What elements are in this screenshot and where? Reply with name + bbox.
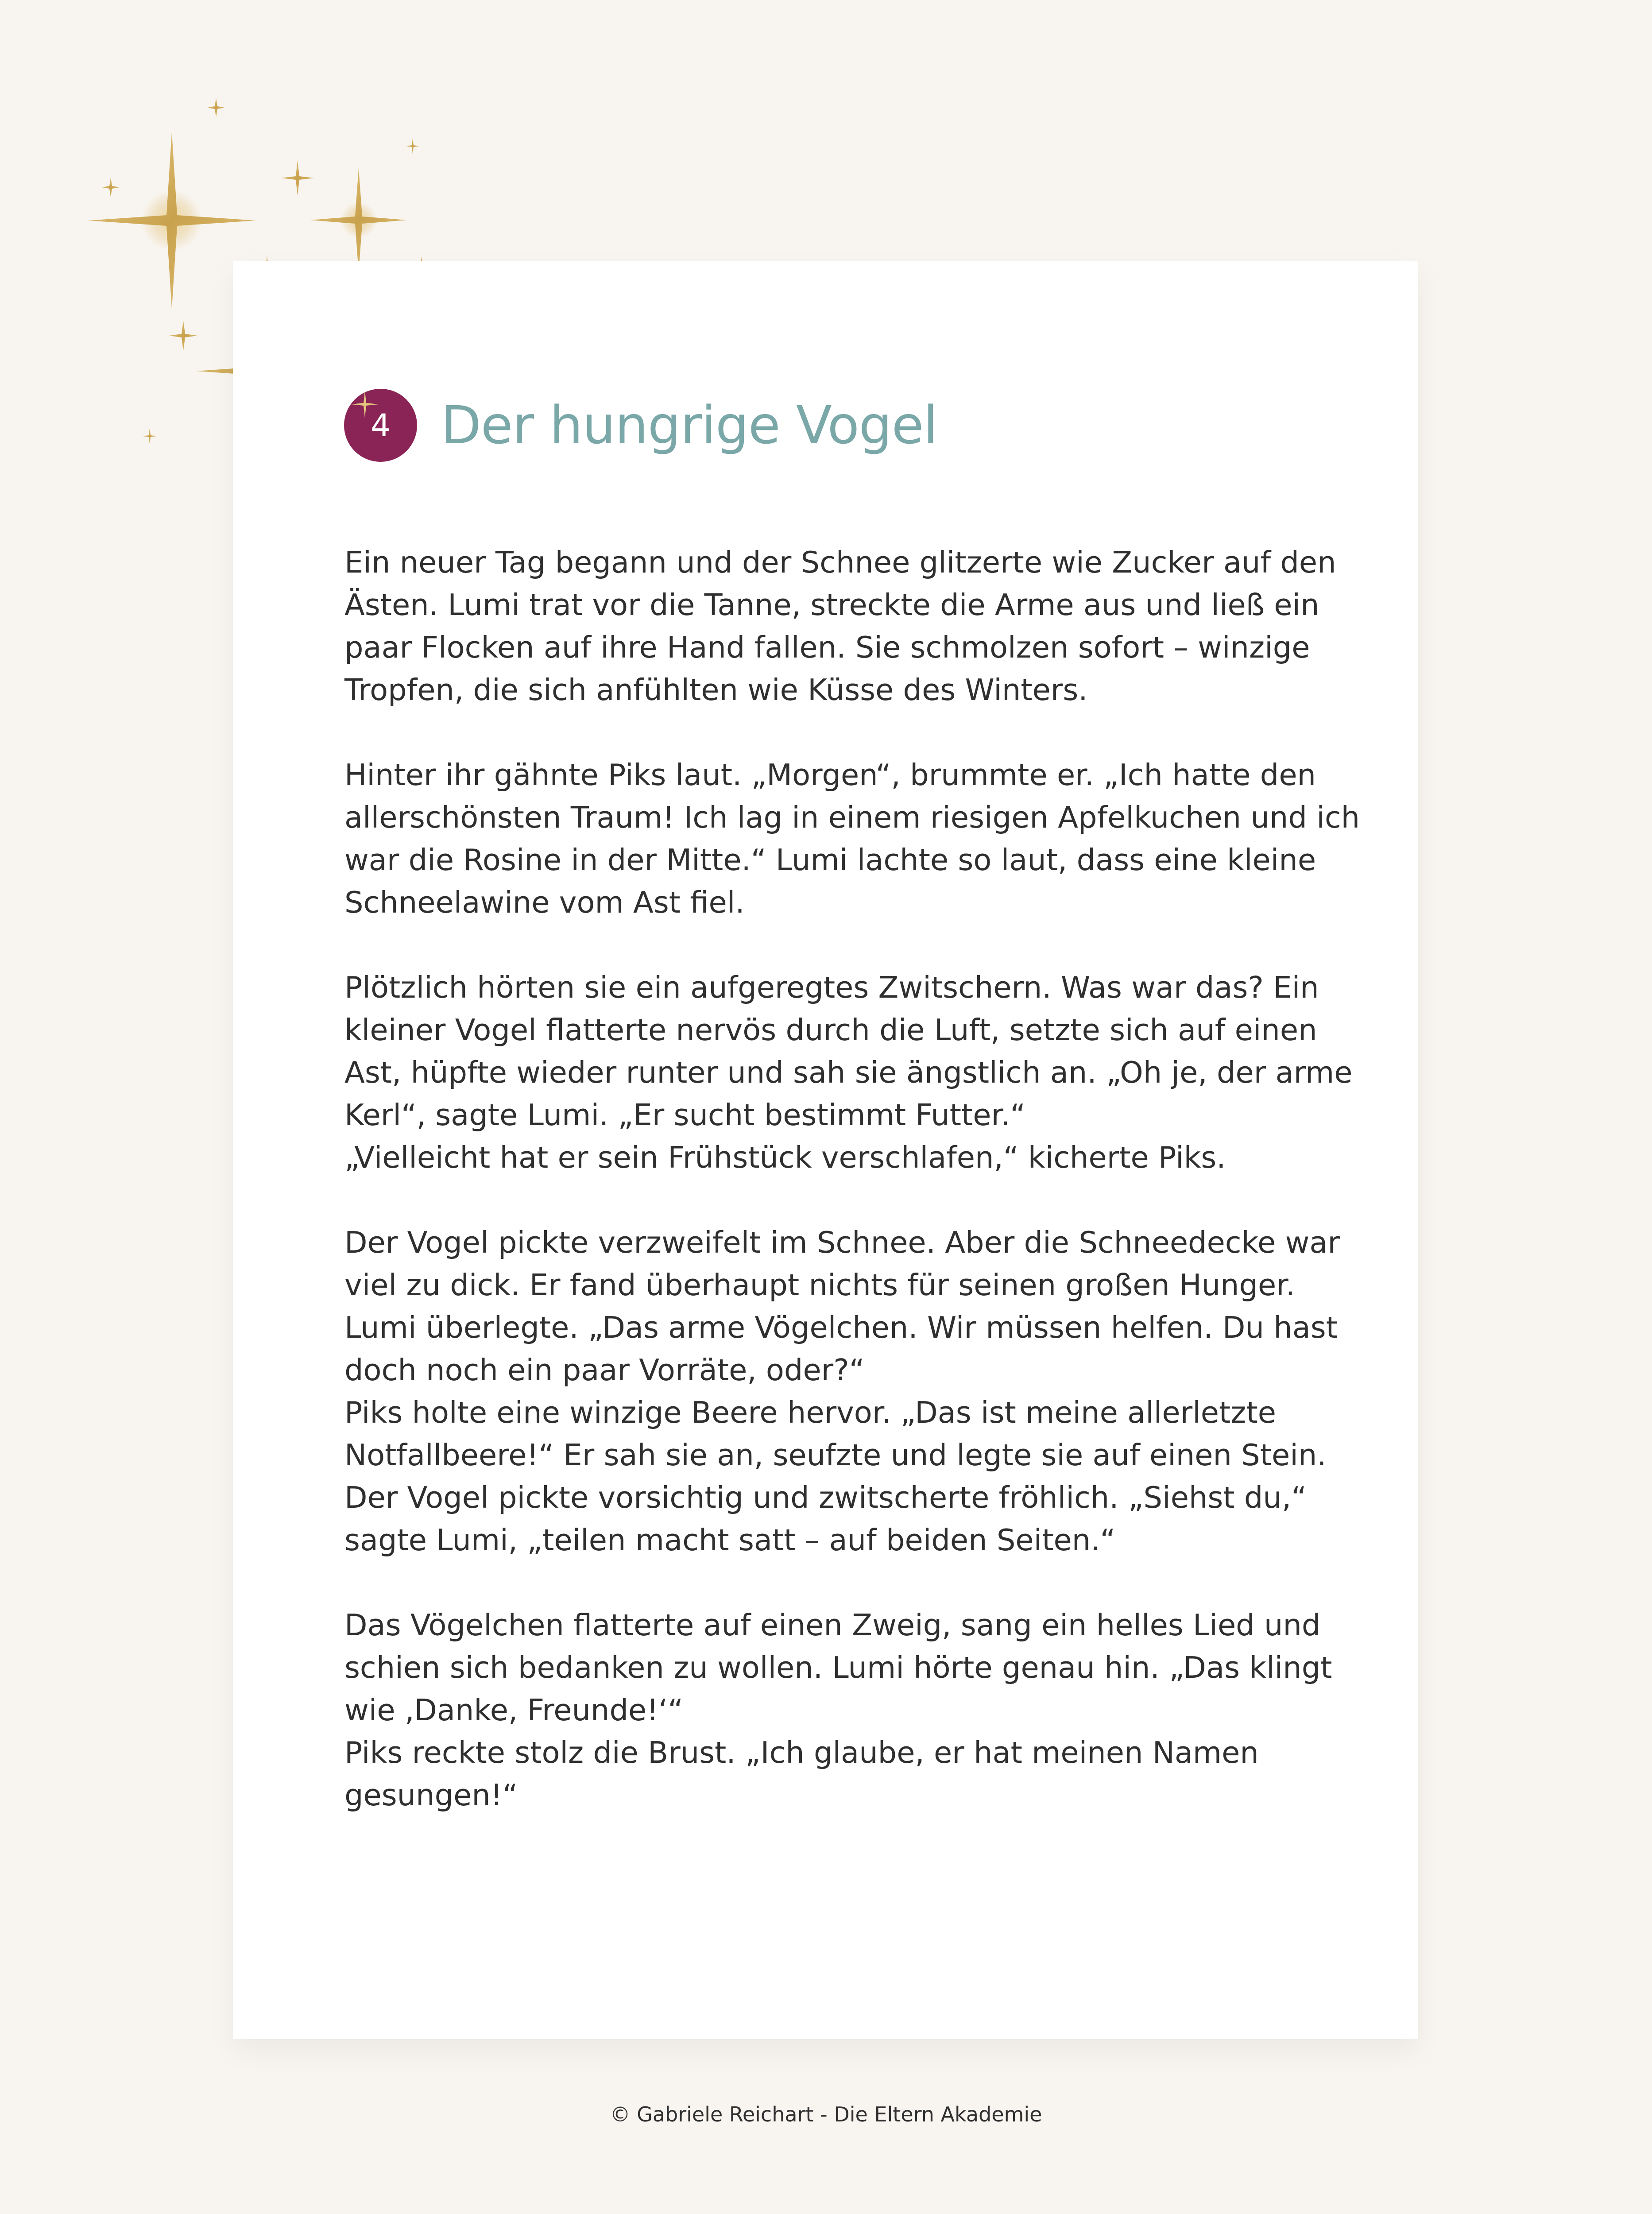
text-line: Hinter ihr gähnte Piks laut. „Morgen“, brummte er. „Ich hatte den (344, 758, 1316, 792)
text-line: doch noch ein paar Vorräte, oder?“ (344, 1353, 865, 1387)
tiny-sparkle-icon (406, 138, 420, 154)
small-sparkle-icon (281, 160, 314, 196)
text-line: Tropfen, die sich anfühlten wie Küsse des Winters. (344, 673, 1088, 707)
text-line: Der Vogel pickte verzweifelt im Schnee. Aber die Schneedecke war (344, 1225, 1340, 1260)
text-line: kleiner Vogel flatterte nervös durch die Luft, setzte sich auf einen (344, 1013, 1317, 1047)
text-line: gesungen!“ (344, 1778, 518, 1812)
small-sparkle-icon (169, 321, 197, 351)
tiny-sparkle-icon (207, 98, 225, 117)
chapter-number-badge (344, 389, 417, 462)
text-line: wie ‚Danke, Freunde!‘“ (344, 1693, 684, 1727)
text-line: war die Rosine in der Mitte.“ Lumi lachte so laut, dass eine kleine (344, 843, 1316, 877)
text-line: Schneelawine vom Ast fiel. (344, 885, 745, 920)
copyright-footer: © Gabriele Reichart - Die Eltern Akademie (610, 2102, 1042, 2126)
text-line: allerschönsten Traum! Ich lag in einem riesigen Apfelkuchen und ich (344, 800, 1360, 835)
large-sparkle-icon (88, 132, 256, 309)
chapter-title: Der hungrige Vogel (441, 395, 938, 456)
text-line: Piks holte eine winzige Beere hervor. „Das ist meine allerletzte (344, 1395, 1276, 1430)
tiny-sparkle-icon (143, 428, 157, 444)
paragraph (344, 1221, 1363, 1561)
text-line: Das Vögelchen flatterte auf einen Zweig, sang ein helles Lied und (344, 1608, 1321, 1642)
paragraph (344, 541, 1363, 711)
story-text (344, 541, 1363, 1859)
paragraph (344, 1604, 1363, 1816)
small-star-icon (349, 389, 380, 420)
medium-sparkle-icon (310, 168, 407, 272)
text-line: Lumi überlegte. „Das arme Vögelchen. Wir müssen helfen. Du hast (344, 1310, 1338, 1345)
text-line: schien sich bedanken zu wollen. Lumi hörte genau hin. „Das klingt (344, 1650, 1332, 1685)
chapter-number: 4 (371, 407, 391, 444)
text-line: „Vielleicht hat er sein Frühstück verschlafen,“ kicherte Piks. (344, 1140, 1226, 1175)
text-line: paar Flocken auf ihre Hand fallen. Sie schmolzen sofort – winzige (344, 630, 1310, 665)
text-line: viel zu dick. Er fand überhaupt nichts für seinen großen Hunger. (344, 1268, 1295, 1302)
text-line: sagte Lumi, „teilen macht satt – auf beiden Seiten.“ (344, 1523, 1116, 1557)
paragraph (344, 966, 1363, 1179)
text-line: Ast, hüpfte wieder runter und sah sie ängstlich an. „Oh je, der arme (344, 1055, 1353, 1090)
text-line: Piks reckte stolz die Brust. „Ich glaube, er hat meinen Namen (344, 1735, 1259, 1770)
tiny-sparkle-icon (102, 178, 120, 197)
text-line: Ein neuer Tag begann und der Schnee glitzerte wie Zucker auf den (344, 545, 1336, 580)
text-line: Der Vogel pickte vorsichtig und zwitscherte fröhlich. „Siehst du,“ (344, 1480, 1307, 1515)
text-line: Notfallbeere!“ Er sah sie an, seufzte und legte sie auf einen Stein. (344, 1438, 1327, 1472)
text-line: Plötzlich hörten sie ein aufgeregtes Zwitschern. Was war das? Ein (344, 970, 1319, 1005)
paragraph (344, 754, 1363, 924)
text-line: Kerl“, sagte Lumi. „Er sucht bestimmt Futter.“ (344, 1098, 1025, 1132)
text-line: Ästen. Lumi trat vor die Tanne, streckte die Arme aus und ließ ein (344, 588, 1319, 622)
